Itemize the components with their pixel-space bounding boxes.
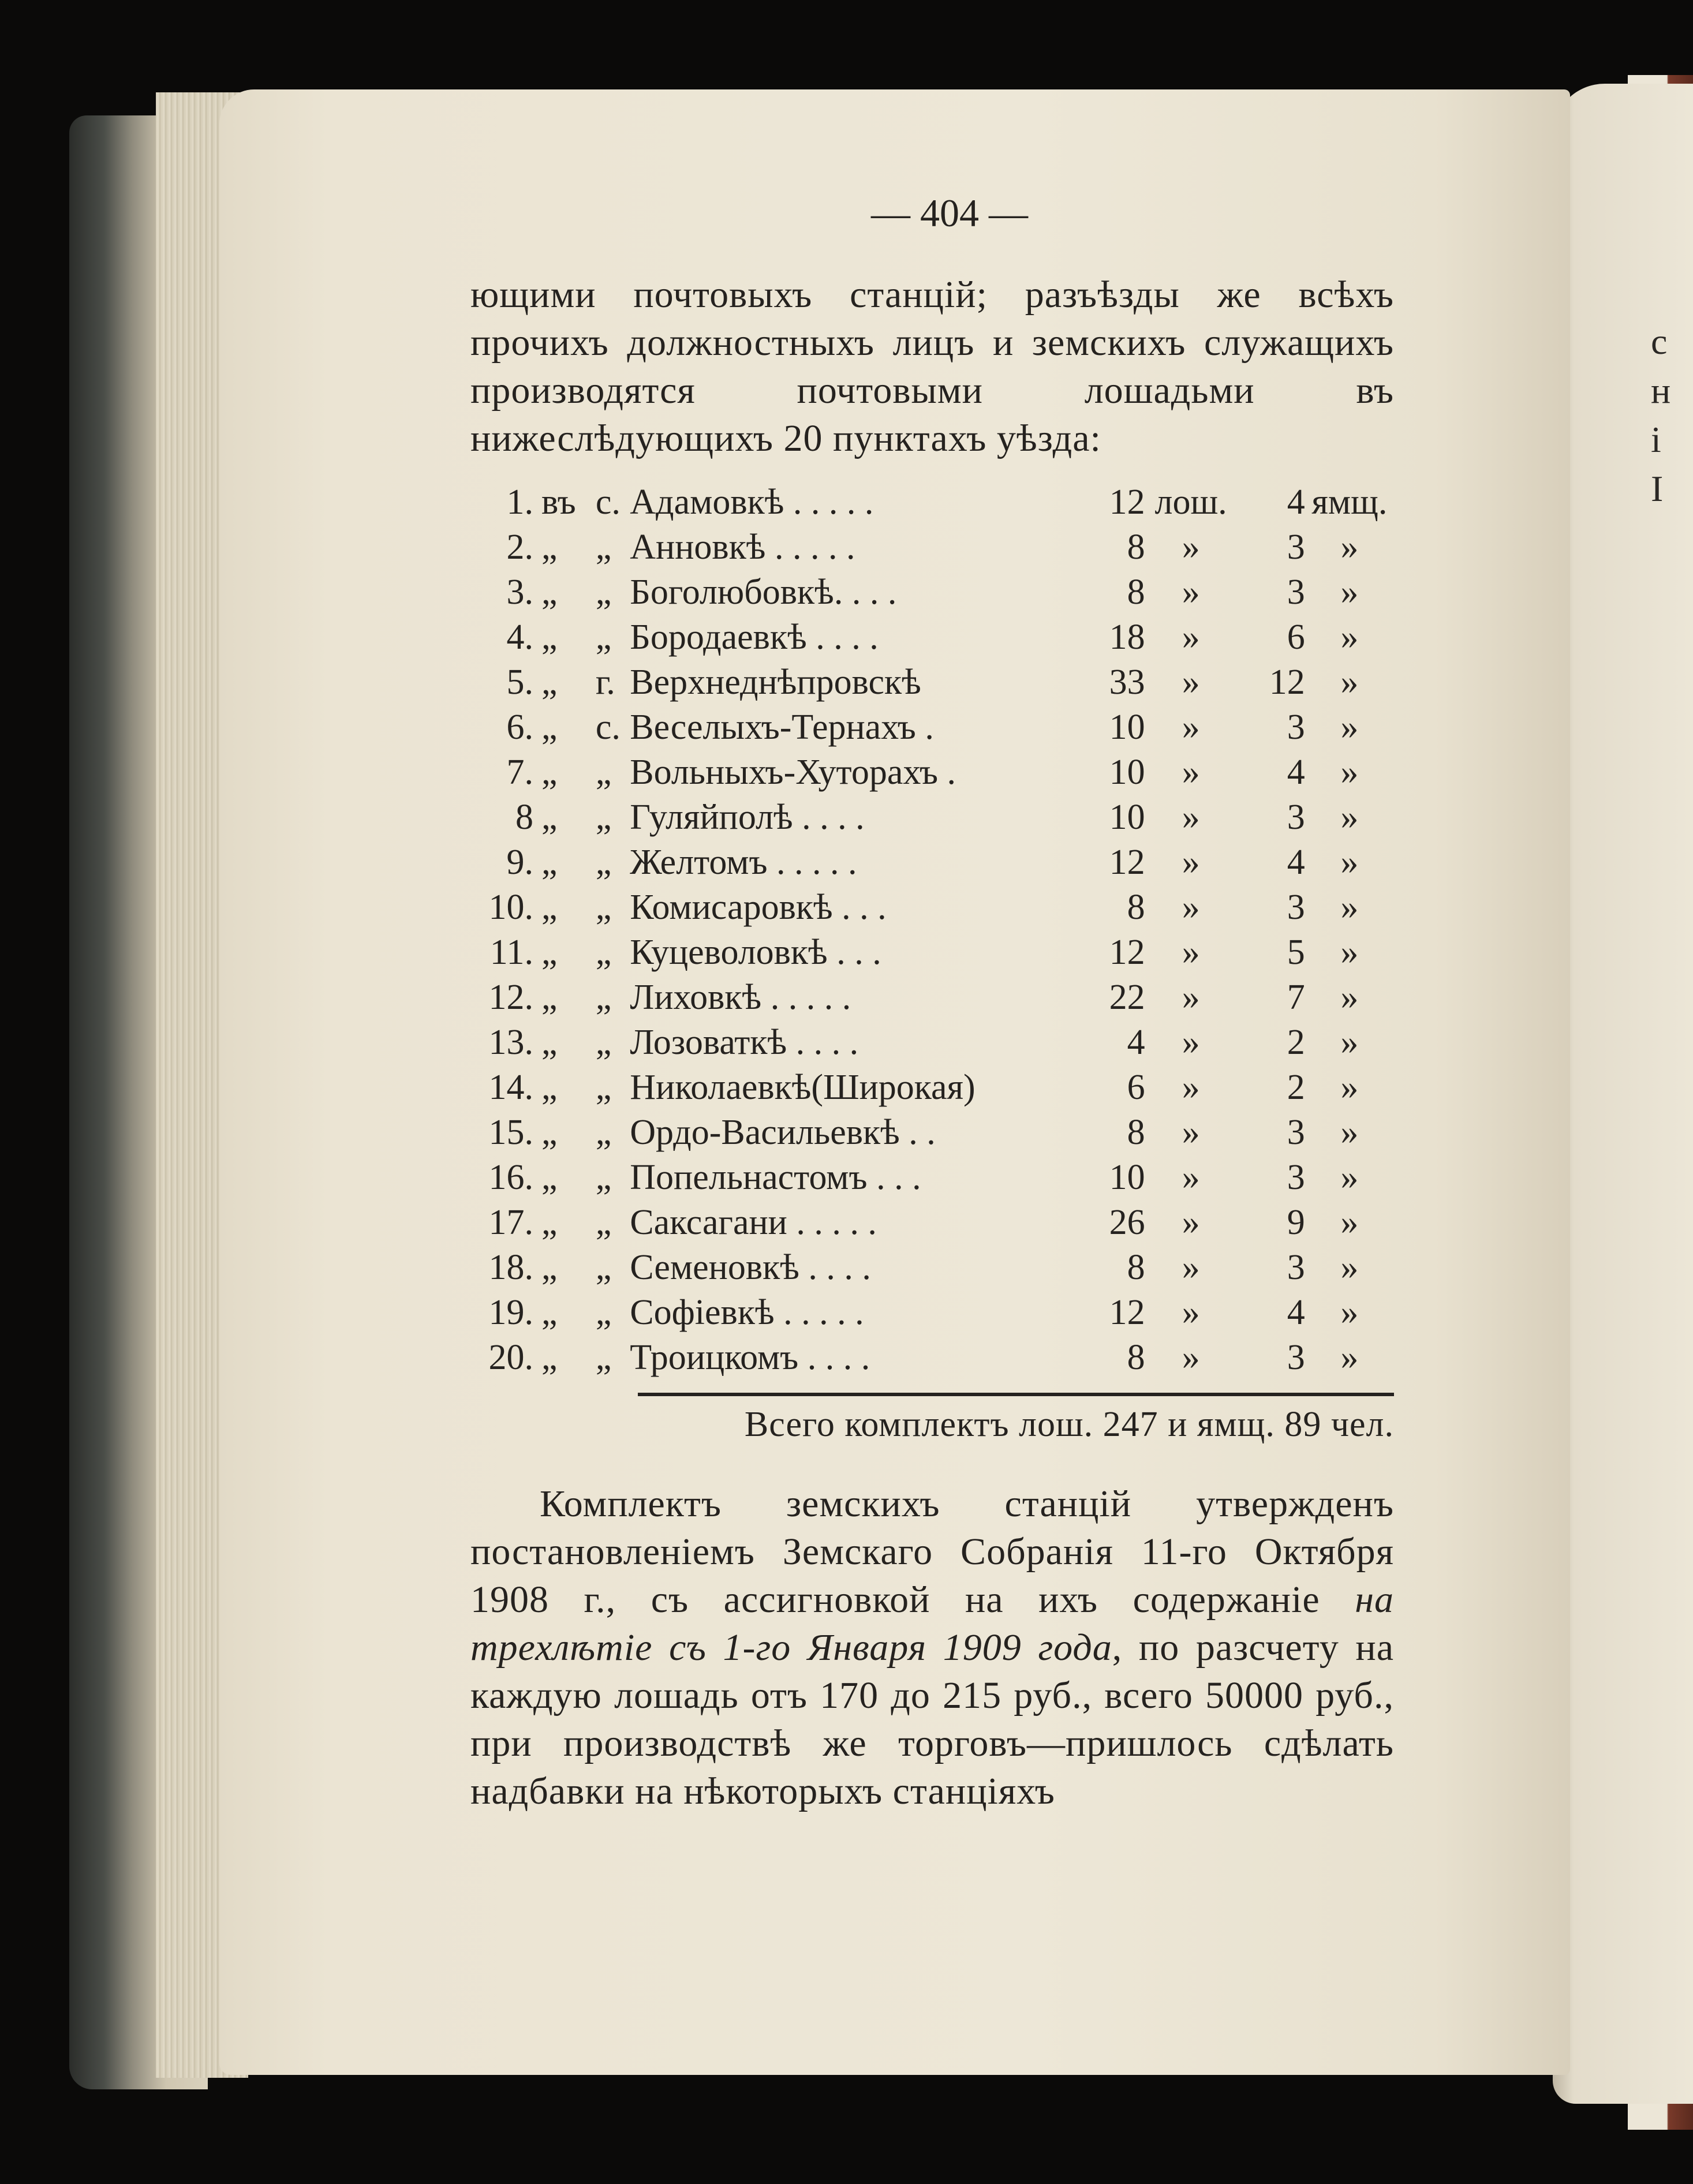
body-paragraph [470, 1480, 1394, 1815]
station-preposition: „ [541, 708, 558, 747]
page-number: — 404 — [871, 191, 1028, 235]
station-horses: 10 [1109, 753, 1145, 792]
station-settlement-type: „ [595, 1158, 612, 1197]
station-name: Боголюбовкѣ. . . . [630, 573, 897, 612]
station-name: Гуляйполѣ . . . . [630, 798, 865, 837]
station-settlement-type: „ [595, 1338, 612, 1377]
station-drivers: 4 [1287, 1293, 1305, 1332]
station-row [470, 1110, 1394, 1155]
station-settlement-type: „ [595, 1248, 612, 1287]
station-row [470, 1155, 1394, 1200]
station-drivers-unit: » [1340, 1068, 1359, 1107]
station-horses: 8 [1127, 1113, 1145, 1152]
station-horses: 6 [1127, 1068, 1145, 1107]
paragraph-text-2: , по разсчету на каждую лошадь отъ 170 до 215 руб., всего 50000 руб., при производствѣ же торговъ—пришлось сдѣлать надбавки на нѣкоторыхъ станціяхъ [470, 1626, 1394, 1812]
station-drivers-unit: » [1340, 1113, 1359, 1152]
station-preposition: „ [541, 933, 558, 972]
station-number: 7. [506, 753, 533, 792]
station-number: 9. [506, 843, 533, 882]
station-row [470, 480, 1394, 525]
station-name: Веселыхъ-Тернахъ . [630, 708, 934, 747]
station-preposition: „ [541, 888, 558, 927]
station-drivers: 3 [1287, 1113, 1305, 1152]
station-drivers-unit: » [1340, 618, 1359, 657]
station-row [470, 1290, 1394, 1335]
station-row [470, 1020, 1394, 1065]
station-horses: 10 [1109, 708, 1145, 747]
station-row [470, 750, 1394, 795]
station-horses-unit: лош. [1154, 483, 1227, 522]
station-name: Комисаровкѣ . . . [630, 888, 887, 927]
station-horses-unit: » [1182, 1023, 1200, 1062]
station-settlement-type: „ [595, 978, 612, 1017]
station-horses: 8 [1127, 888, 1145, 927]
station-row [470, 1200, 1394, 1245]
station-row [470, 1245, 1394, 1290]
total-rule [638, 1393, 1394, 1396]
station-name: Софіевкѣ . . . . . [630, 1293, 864, 1332]
station-horses: 22 [1109, 978, 1145, 1017]
station-drivers: 3 [1287, 573, 1305, 612]
station-drivers: 5 [1287, 933, 1305, 972]
station-horses: 12 [1109, 1293, 1145, 1332]
station-horses-unit: » [1182, 708, 1200, 747]
station-settlement-type: „ [595, 798, 612, 837]
station-drivers-unit: » [1340, 1023, 1359, 1062]
total-line: Всего комплектъ лош. 247 и ямщ. 89 чел. [744, 1405, 1394, 1444]
station-horses: 8 [1127, 1248, 1145, 1287]
station-name: Анновкѣ . . . . . [630, 528, 855, 567]
station-drivers-unit: » [1340, 888, 1359, 927]
station-settlement-type: „ [595, 1113, 612, 1152]
station-preposition: „ [541, 1293, 558, 1332]
station-row [470, 705, 1394, 750]
station-settlement-type: „ [595, 1068, 612, 1107]
station-drivers-unit: » [1340, 933, 1359, 972]
station-settlement-type: „ [595, 843, 612, 882]
paragraph-italic: на трехлѣтіе съ 1-го Января 1909 года [470, 1579, 1394, 1669]
station-drivers: 3 [1287, 798, 1305, 837]
station-preposition: „ [541, 663, 558, 702]
station-name: Куцеволовкѣ . . . [630, 933, 881, 972]
station-preposition: „ [541, 1338, 558, 1377]
station-horses: 10 [1109, 1158, 1145, 1197]
station-name: Попельнастомъ . . . [630, 1158, 921, 1197]
station-number: 1. [506, 483, 533, 522]
station-preposition: „ [541, 618, 558, 657]
station-horses: 33 [1109, 663, 1145, 702]
station-number: 14. [488, 1068, 533, 1107]
station-drivers: 2 [1287, 1068, 1305, 1107]
station-name: Саксагани . . . . . [630, 1203, 877, 1242]
station-row [470, 840, 1394, 885]
station-row [470, 930, 1394, 975]
station-horses: 4 [1127, 1023, 1145, 1062]
station-horses: 8 [1127, 1338, 1145, 1377]
station-name: Троицкомъ . . . . [630, 1338, 870, 1377]
station-drivers: 3 [1287, 888, 1305, 927]
station-drivers: 4 [1287, 843, 1305, 882]
station-horses-unit: » [1182, 618, 1200, 657]
station-number: 20. [488, 1338, 533, 1377]
station-drivers: 4 [1287, 753, 1305, 792]
station-horses: 12 [1109, 483, 1145, 522]
station-preposition: „ [541, 978, 558, 1017]
station-name: Адамовкѣ . . . . . [630, 483, 874, 522]
station-number: 8 [515, 798, 533, 837]
station-number: 16. [488, 1158, 533, 1197]
station-horses: 8 [1127, 528, 1145, 567]
station-preposition: „ [541, 1203, 558, 1242]
station-number: 4. [506, 618, 533, 657]
station-horses-unit: » [1182, 1338, 1200, 1377]
station-name: Семеновкѣ . . . . [630, 1248, 871, 1287]
station-settlement-type: „ [595, 1293, 612, 1332]
facing-page [1553, 84, 1693, 2104]
station-number: 3. [506, 573, 533, 612]
paragraph-text-1: Комплектъ земскихъ станцій утвержденъ постановленіемъ Земскаго Собранія 11-го Октября 1908 г., съ ассигновкой на ихъ содержаніе [470, 1483, 1394, 1621]
station-horses-unit: » [1182, 888, 1200, 927]
stations-table [470, 480, 1394, 1380]
station-settlement-type: „ [595, 1203, 612, 1242]
station-horses-unit: » [1182, 978, 1200, 1017]
station-drivers-unit: ямщ. [1311, 483, 1388, 522]
station-number: 19. [488, 1293, 533, 1332]
station-name: Ордо-Васильевкѣ . . [630, 1113, 936, 1152]
station-row [470, 975, 1394, 1020]
station-drivers-unit: » [1340, 1203, 1359, 1242]
station-number: 5. [506, 663, 533, 702]
station-name: Николаевкѣ(Широкая) [630, 1068, 976, 1107]
station-horses-unit: » [1182, 1158, 1200, 1197]
station-name: Вольныхъ-Хуторахъ . [630, 753, 956, 792]
facing-page-fragment: с [1651, 321, 1668, 362]
station-settlement-type: с. [595, 483, 621, 522]
station-horses-unit: » [1182, 933, 1200, 972]
station-horses-unit: » [1182, 663, 1200, 702]
station-drivers-unit: » [1340, 1293, 1359, 1332]
station-horses-unit: » [1182, 753, 1200, 792]
station-horses-unit: » [1182, 528, 1200, 567]
station-drivers-unit: » [1340, 573, 1359, 612]
station-preposition: „ [541, 1248, 558, 1287]
station-horses: 8 [1127, 573, 1145, 612]
station-horses-unit: » [1182, 1248, 1200, 1287]
station-drivers-unit: » [1340, 843, 1359, 882]
station-settlement-type: с. [595, 708, 621, 747]
station-row [470, 615, 1394, 660]
station-row [470, 570, 1394, 615]
station-horses: 10 [1109, 798, 1145, 837]
station-number: 18. [488, 1248, 533, 1287]
station-drivers: 3 [1287, 528, 1305, 567]
station-name: Верхнеднѣпровскѣ [630, 663, 921, 702]
station-horses-unit: » [1182, 573, 1200, 612]
station-drivers: 3 [1287, 1158, 1305, 1197]
station-preposition: въ [541, 483, 576, 522]
station-drivers-unit: » [1340, 978, 1359, 1017]
station-number: 13. [488, 1023, 533, 1062]
station-drivers: 7 [1287, 978, 1305, 1017]
station-row [470, 1065, 1394, 1110]
station-number: 6. [506, 708, 533, 747]
station-preposition: „ [541, 843, 558, 882]
station-horses-unit: » [1182, 1113, 1200, 1152]
station-number: 2. [506, 528, 533, 567]
station-settlement-type: „ [595, 933, 612, 972]
facing-page-fragment: і [1651, 419, 1661, 460]
station-preposition: „ [541, 1068, 558, 1107]
station-drivers-unit: » [1340, 753, 1359, 792]
station-number: 12. [488, 978, 533, 1017]
station-settlement-type: „ [595, 888, 612, 927]
station-settlement-type: „ [595, 753, 612, 792]
station-preposition: „ [541, 1113, 558, 1152]
station-settlement-type: „ [595, 573, 612, 612]
station-drivers-unit: » [1340, 528, 1359, 567]
station-drivers: 3 [1287, 1248, 1305, 1287]
station-drivers: 3 [1287, 708, 1305, 747]
station-number: 15. [488, 1113, 533, 1152]
station-drivers: 2 [1287, 1023, 1305, 1062]
facing-page-fragment: І [1651, 468, 1664, 509]
station-settlement-type: „ [595, 1023, 612, 1062]
station-name: Лозоваткѣ . . . . [630, 1023, 859, 1062]
station-horses-unit: » [1182, 1203, 1200, 1242]
station-row [470, 795, 1394, 840]
station-horses-unit: » [1182, 1068, 1200, 1107]
station-drivers-unit: » [1340, 663, 1359, 702]
station-preposition: „ [541, 573, 558, 612]
station-horses: 12 [1109, 843, 1145, 882]
facing-page-fragment: н [1651, 370, 1671, 411]
station-name: Бородаевкѣ . . . . [630, 618, 879, 657]
station-name: Желтомъ . . . . . [630, 843, 857, 882]
station-horses-unit: » [1182, 1293, 1200, 1332]
station-row [470, 885, 1394, 930]
station-preposition: „ [541, 798, 558, 837]
station-preposition: „ [541, 528, 558, 567]
station-row [470, 660, 1394, 705]
station-horses: 26 [1109, 1203, 1145, 1242]
station-row [470, 1335, 1394, 1380]
station-name: Лиховкѣ . . . . . [630, 978, 851, 1017]
station-drivers: 6 [1287, 618, 1305, 657]
station-preposition: „ [541, 1158, 558, 1197]
station-settlement-type: г. [595, 663, 615, 702]
station-drivers-unit: » [1340, 1248, 1359, 1287]
station-settlement-type: „ [595, 528, 612, 567]
station-number: 11. [489, 933, 533, 972]
intro-paragraph: ющими почтовыхъ станцій; разъѣзды же всѣхъ прочихъ должностныхъ лицъ и земскихъ служащихъ производятся почтовыми лошадьми въ нижеслѣдующихъ 20 пунктахъ уѣзда: [470, 274, 1394, 459]
page-content [470, 190, 1394, 1815]
station-drivers: 12 [1269, 663, 1305, 702]
station-row [470, 525, 1394, 570]
station-horses-unit: » [1182, 843, 1200, 882]
station-drivers: 3 [1287, 1338, 1305, 1377]
station-drivers: 9 [1287, 1203, 1305, 1242]
station-drivers-unit: » [1340, 798, 1359, 837]
station-horses-unit: » [1182, 798, 1200, 837]
station-drivers-unit: » [1340, 708, 1359, 747]
station-drivers-unit: » [1340, 1338, 1359, 1377]
station-number: 10. [488, 888, 533, 927]
station-preposition: „ [541, 1023, 558, 1062]
station-drivers-unit: » [1340, 1158, 1359, 1197]
station-preposition: „ [541, 753, 558, 792]
station-settlement-type: „ [595, 618, 612, 657]
station-horses: 18 [1109, 618, 1145, 657]
station-horses: 12 [1109, 933, 1145, 972]
station-drivers: 4 [1287, 483, 1305, 522]
station-number: 17. [488, 1203, 533, 1242]
